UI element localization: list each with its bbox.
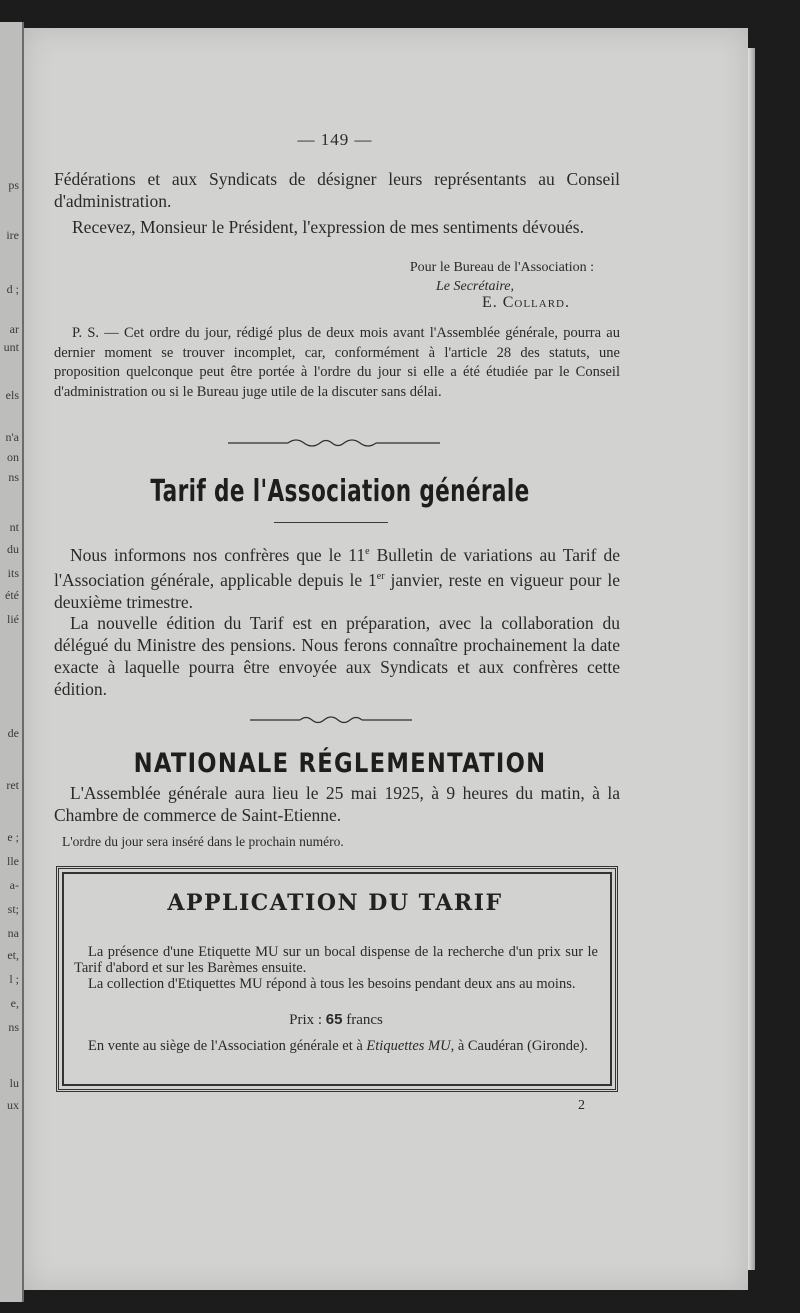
ornament-divider-1 [228,436,440,450]
advertisement-price: Prix : 65 francs [289,1011,383,1028]
nationale-paragraph: L'Assemblée générale aura lieu le 25 mai 1925, à 9 heures du matin, à la Chambre de commerce de Saint-Etienne. [54,783,620,825]
facing-page-fragment: d ; [6,282,19,296]
facing-page-fragment: du [7,542,19,556]
facing-page-fragment: on [7,450,19,464]
facing-page-fragment: els [5,388,19,402]
facing-page-fragment: ps [8,178,19,192]
section-heading-nationale: NATIONALE RÉGLEMENTATION [133,748,547,779]
facing-page-fragment: its [7,566,19,580]
facing-page-fragment: n'a [5,430,19,444]
facing-page-fragment: ar [9,322,19,336]
heading-underline-tarif [274,522,388,523]
postscript: P. S. — Cet ordre du jour, rédigé plus de deux mois avant l'Assemblée générale, pourra au dernier moment se trouver incomplet, car, conformément à l'article 28 des statuts, une proposition quelconque peut être portée à l'ordre du jour si elle a été étudiée par le Conseil d'administration ou si le Bureau juge utile de la discuter sans délai. [54,325,620,400]
facing-page-fragment: ire [6,228,19,242]
signature-line-2: Le Secrétaire, [435,279,514,294]
facing-page-fragment: e ; [7,830,19,844]
facing-page-fragment: st; [7,902,19,916]
advertisement-paragraph-3: En vente au siège de l'Association générale et à Etiquettes MU, à Caudéran (Gironde). [88,1038,588,1054]
facing-page-fragment: a- [9,878,19,892]
facing-page-fragment: de [7,726,19,740]
facing-page-fragment: ret [6,778,19,792]
letter-paragraph-2: Recevez, Monsieur le Président, l'expression de mes sentiments dévoués. [72,217,584,237]
letter-paragraph-1: Fédérations et aux Syndicats de désigner leurs représentants au Conseil d'administration. [54,169,620,211]
advertisement-paragraph-2: La collection d'Etiquettes MU répond à tous les besoins pendant deux ans au moins. [88,976,576,992]
ornament-divider-2 [250,713,412,727]
footer-sheet-number: 2 [578,1098,585,1113]
facing-page-fragment: nt [9,520,19,534]
facing-page-fragment: l ; [9,972,19,986]
facing-page-fragment: et, [7,948,19,962]
facing-page-fragment: lle [7,854,19,868]
facing-page-fragment: e, [10,996,19,1010]
tarif-paragraph-2: La nouvelle édition du Tarif est en préparation, avec la collaboration du délégué du Ministre des pensions. Nous ferons connaître prochainement la date exacte à laquelle pourra être envoyée aux Syndicats et aux confrères cette édition. [54,613,620,699]
section-heading-tarif: Tarif de l'Association générale [150,474,530,509]
facing-page-fragment: na [7,926,19,940]
facing-page-fragment: lu [9,1076,19,1090]
facing-page-fragment: unt [3,340,19,354]
nationale-note: L'ordre du jour sera inséré dans le prochain numéro. [62,834,344,849]
signature-line-1: Pour le Bureau de l'Association : [409,260,594,275]
page-number: — 149 — [297,130,373,149]
facing-page-fragment: ux [7,1098,19,1112]
facing-page-fragment: ns [8,470,19,484]
facing-page-edge [0,22,24,1302]
facing-page-fragment: été [5,588,19,602]
facing-page-fragment: ns [8,1020,19,1034]
signature-name: E. Collard. [481,294,570,311]
advertisement-paragraph-1: La présence d'une Etiquette MU sur un bocal dispense de la recherche d'un prix sur le Tarif d'abord et sur les Barèmes ensuite. [74,944,598,976]
advertisement-title: APPLICATION DU TARIF [167,890,503,916]
facing-page-fragment: lié [7,612,19,626]
price-value: 65 [325,1011,343,1028]
tarif-paragraph-1: Nous informons nos confrères que le 11e Bulletin de variations au Tarif de l'Association générale, applicable depuis le 1er janvier, reste en vigueur pour le deuxième trimestre. [54,544,621,612]
